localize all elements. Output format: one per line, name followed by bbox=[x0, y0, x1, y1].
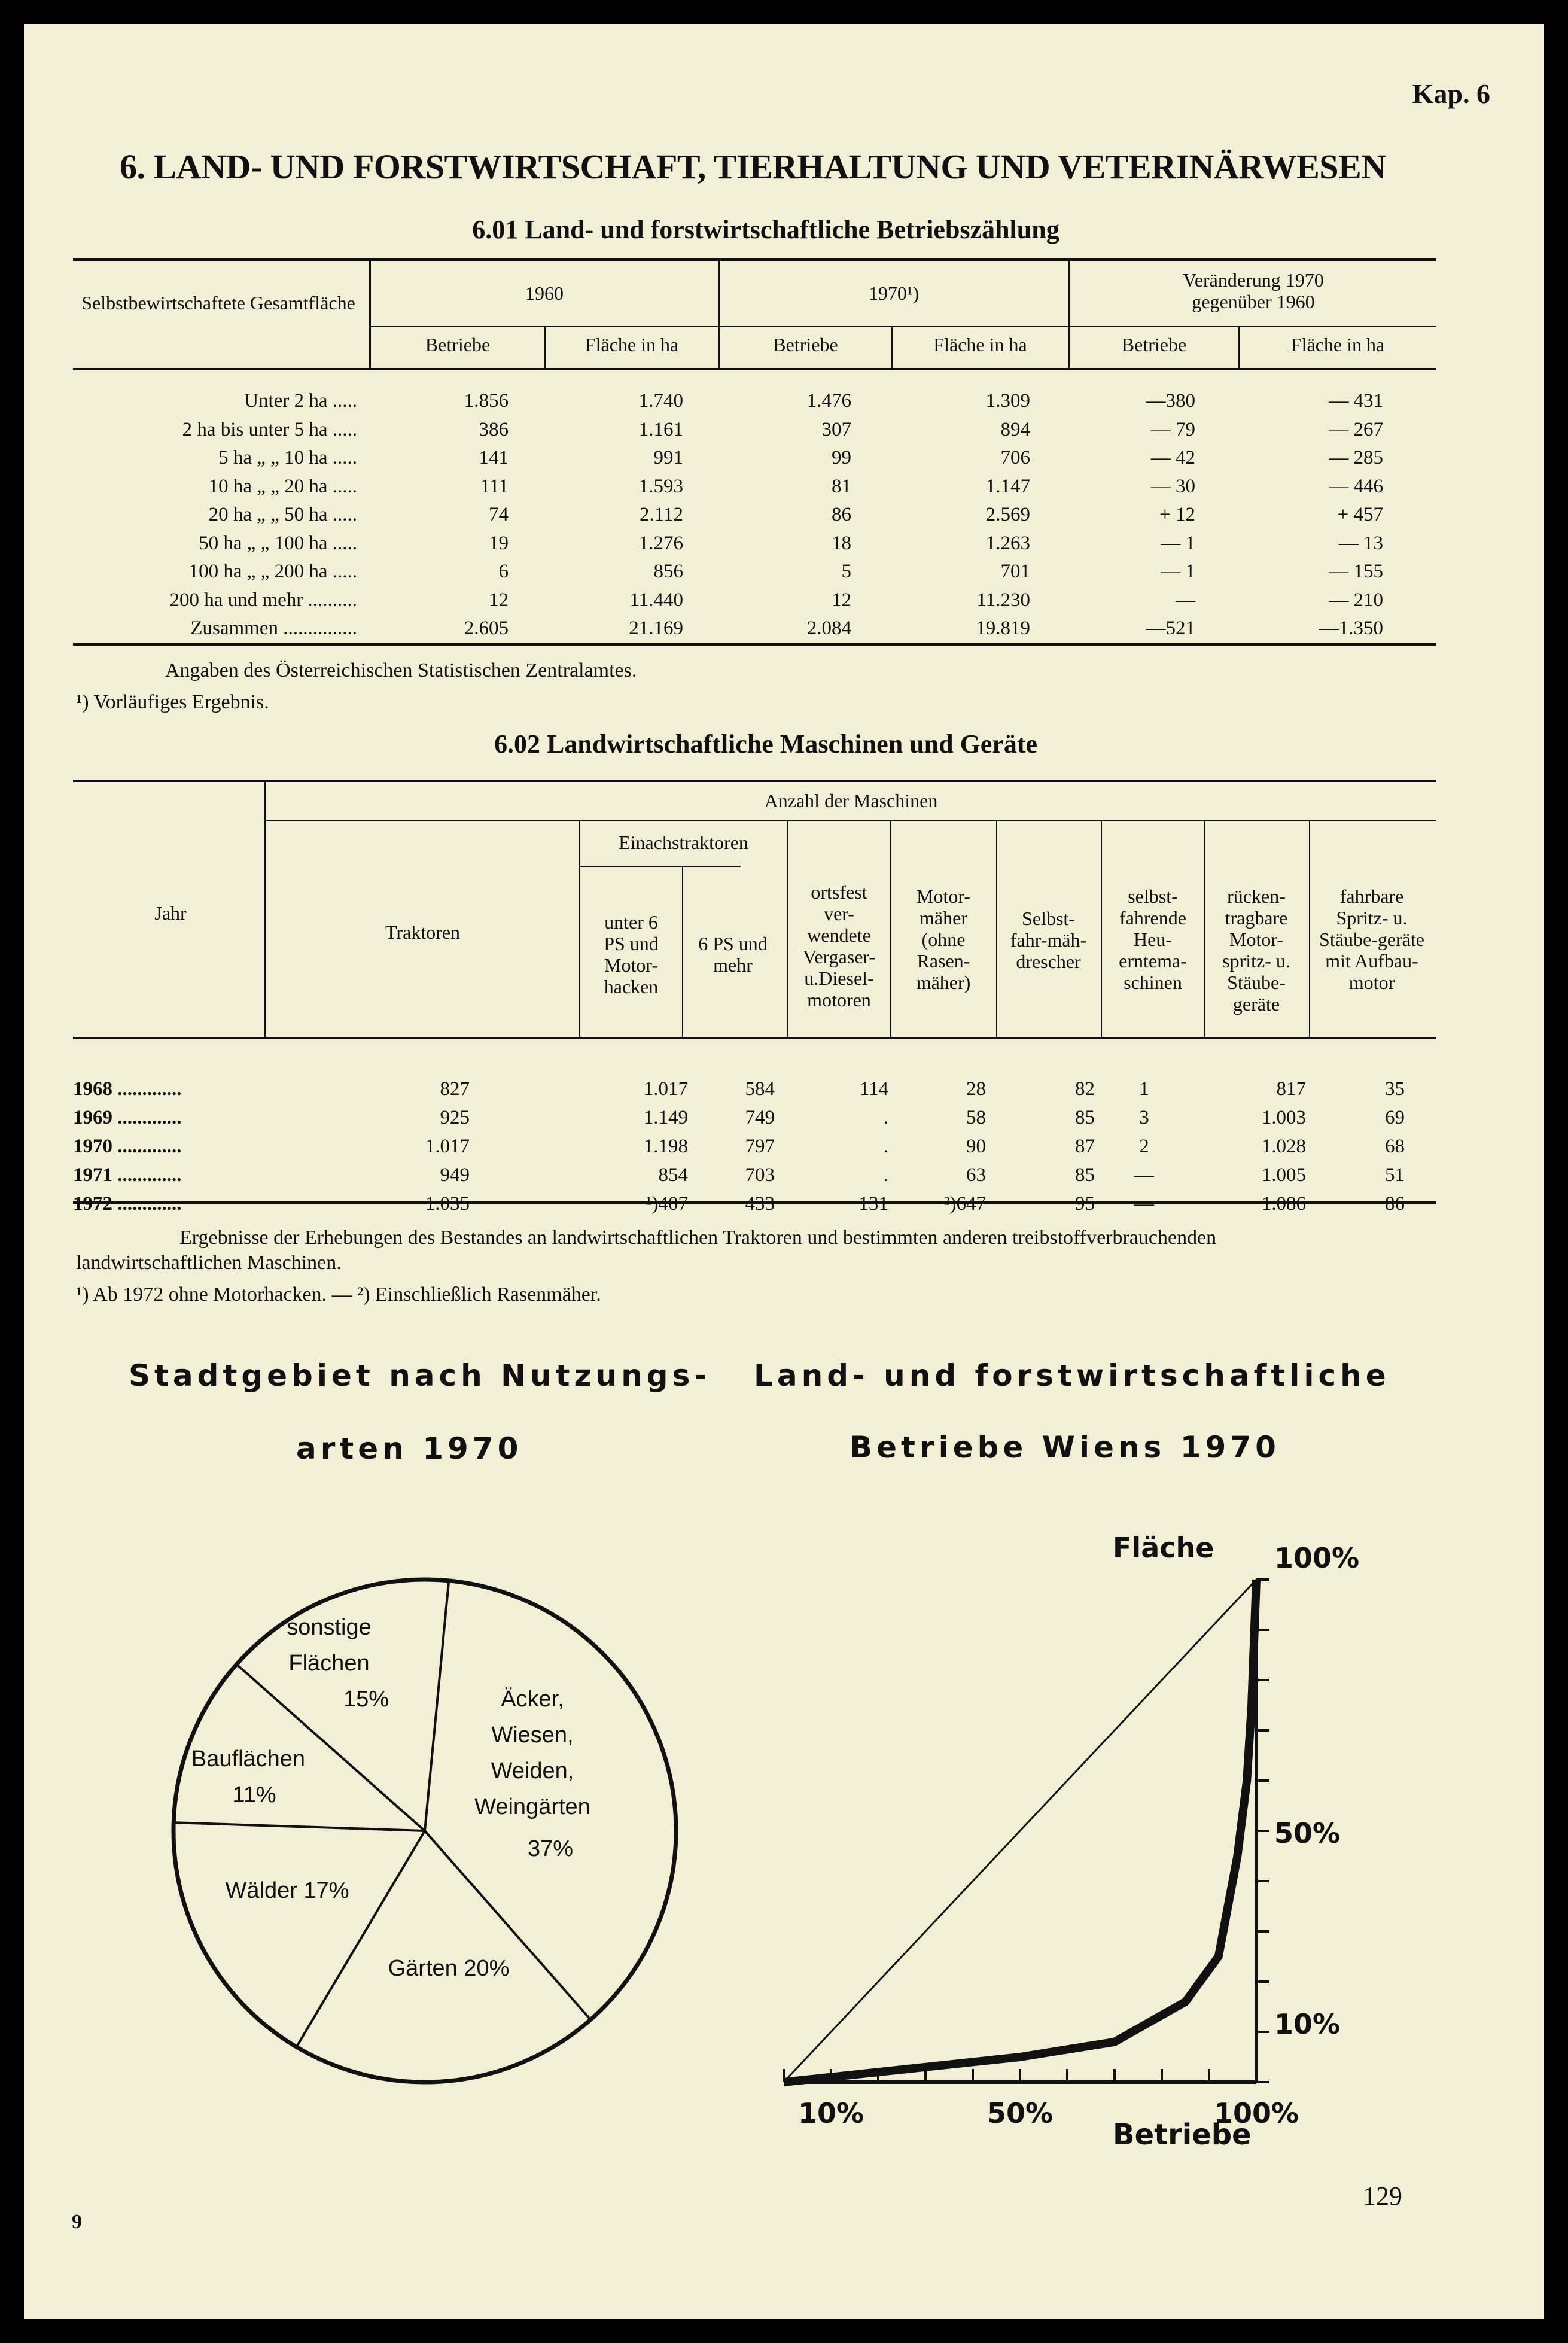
table1-cell-b70: 81 bbox=[832, 475, 851, 497]
page-number: 129 bbox=[1363, 2181, 1402, 2211]
table2-cell-c1: 925 bbox=[440, 1107, 470, 1128]
table2-cell-c7: 3 bbox=[1139, 1107, 1149, 1128]
table1-cell-b70: 99 bbox=[832, 447, 851, 468]
table1-cell-f70: 894 bbox=[1000, 418, 1030, 440]
table1-cell-df: — 210 bbox=[1329, 589, 1383, 611]
table2-cell-c2: 854 bbox=[658, 1164, 688, 1186]
table2-source-line1: Ergebnisse der Erhebungen des Bestandes an landwirtschaftlichen Traktoren und bestimmten anderen treibstoffverbrauchenden bbox=[179, 1227, 1217, 1249]
table1-year-1960-header: 1960 bbox=[525, 282, 564, 304]
table1-cell-f70: 701 bbox=[1000, 561, 1030, 582]
table2-footnote: ¹) Ab 1972 ohne Motorhacken. — ²) Einschließlich Rasenmäher. bbox=[76, 1283, 601, 1306]
table1-cell-b60: 19 bbox=[489, 532, 509, 554]
pie-label-aecker-pct: 37% bbox=[527, 1836, 574, 1861]
table2-cell-c3: 797 bbox=[745, 1136, 775, 1157]
pie-label-aecker-line: Äcker, bbox=[501, 1687, 564, 1712]
table2-cell-c1: 949 bbox=[440, 1164, 470, 1186]
table2-cell-c6: 85 bbox=[1075, 1107, 1095, 1128]
table2-cell-c4: 131 bbox=[858, 1193, 888, 1215]
table1-row-label: 200 ha und mehr .......... bbox=[169, 589, 357, 611]
table1-flaeche-1970: Fläche in ha bbox=[933, 334, 1027, 355]
table2-cell-c3: 433 bbox=[745, 1193, 775, 1215]
pie-label-aecker-line: Weingärten bbox=[474, 1794, 590, 1819]
table1-cell-db: — 1 bbox=[1161, 532, 1195, 554]
pie-chart-title-line1: Stadtgebiet nach Nutzungs- bbox=[129, 1358, 711, 1393]
table1-row-label: 10 ha „ „ 20 ha ..... bbox=[208, 475, 357, 497]
table1-cell-b60: 1.856 bbox=[464, 390, 509, 412]
y-tick-label: 100% bbox=[1274, 1542, 1360, 1574]
table1-cell-df: — 446 bbox=[1329, 475, 1383, 497]
table2-cell-c5: 90 bbox=[966, 1136, 986, 1157]
table2-ruecken-header: rücken-tragbare Motor-spritz- u. Stäube-geräte bbox=[1222, 886, 1290, 1015]
table2-cell-c5: 28 bbox=[966, 1078, 986, 1100]
table2-cell-c1: 827 bbox=[440, 1078, 470, 1100]
x-tick-label: 10% bbox=[797, 2097, 864, 2129]
pie-label-sonstige-full bbox=[269, 1609, 389, 1717]
pie-label-sonstige-full-line: sonstige bbox=[287, 1615, 372, 1640]
table1-cell-f70: 1.263 bbox=[985, 532, 1030, 554]
table2-ortsfest-header: ortsfest ver-wendete Vergaser-u.Diesel-motoren bbox=[802, 881, 876, 1011]
table2-cell-c3: 703 bbox=[745, 1164, 775, 1186]
y-tick-label: 10% bbox=[1274, 2008, 1341, 2041]
table2-cell-c8: 1.003 bbox=[1261, 1107, 1306, 1128]
pie-slice-boundary bbox=[173, 1822, 425, 1831]
table1-cell-b70: 307 bbox=[821, 418, 851, 440]
table2-cell-c1: 1.017 bbox=[425, 1136, 470, 1157]
table1-cell-f70: 2.569 bbox=[985, 504, 1030, 525]
line-chart-title-line2: Betriebe Wiens 1970 bbox=[850, 1430, 1280, 1465]
table1-cell-df: — 267 bbox=[1329, 418, 1383, 440]
table2-cell-c7: 1 bbox=[1139, 1078, 1149, 1100]
table2-cell-c4: . bbox=[883, 1107, 888, 1128]
table1-cell-b70: 12 bbox=[832, 589, 851, 611]
table2-motormaeher-header: Motor-mäher (ohne Rasen-mäher) bbox=[916, 886, 971, 993]
pie-label-bauflaechen-line: 11% bbox=[232, 1782, 276, 1808]
pie-label-gaerten bbox=[353, 1951, 544, 1986]
line-chart-title-line1: Land- und forstwirtschaftliche bbox=[754, 1358, 1390, 1393]
table2-cell-c8: 1.086 bbox=[1261, 1193, 1306, 1215]
table2-cell-c9: 35 bbox=[1385, 1078, 1405, 1100]
table1-cell-df: — 431 bbox=[1329, 390, 1383, 412]
table1-cell-db: — 1 bbox=[1161, 561, 1195, 582]
table2-cell-c9: 68 bbox=[1385, 1136, 1405, 1157]
table1-cell-b60: 386 bbox=[479, 418, 509, 440]
table1-cell-df: + 457 bbox=[1337, 504, 1383, 525]
table2-cell-c2: 1.017 bbox=[643, 1078, 688, 1100]
x-axis-label: Betriebe bbox=[1113, 2118, 1252, 2152]
pie-chart bbox=[144, 1538, 718, 2112]
table1-cell-df: —1.350 bbox=[1319, 617, 1383, 639]
table2-title: 6.02 Landwirtschaftliche Maschinen und Geräte bbox=[494, 729, 1038, 759]
table2-cell-c6: 85 bbox=[1075, 1164, 1095, 1186]
table2-cell-c4: . bbox=[883, 1136, 888, 1157]
document-page bbox=[24, 24, 1544, 2319]
table1-row-label: 20 ha „ „ 50 ha ..... bbox=[208, 504, 357, 525]
pie-label-waelder-line: Wälder 17% bbox=[225, 1878, 349, 1903]
table1-cell-db: + 12 bbox=[1159, 504, 1195, 525]
table2-unter6ps-header: unter 6 PS und Motor-hacken bbox=[604, 911, 659, 997]
y-axis-label: Fläche bbox=[1113, 1532, 1214, 1564]
table1-cell-b70: 2.084 bbox=[806, 617, 851, 639]
table1-cell-db: — bbox=[1176, 589, 1195, 611]
table2-cell-c7: 2 bbox=[1139, 1136, 1149, 1157]
table1-row-label: 5 ha „ „ 10 ha ..... bbox=[218, 447, 357, 468]
pie-label-bauflaechen bbox=[173, 1741, 323, 1813]
table2-cell-c8: 817 bbox=[1276, 1078, 1306, 1100]
table2-cell-c6: 95 bbox=[1075, 1193, 1095, 1215]
table2-cell-c9: 51 bbox=[1385, 1164, 1405, 1186]
pie-label-aecker-line: Weiden, bbox=[491, 1758, 574, 1784]
table1-row-label: 100 ha „ „ 200 ha ..... bbox=[188, 561, 357, 582]
table1-cell-f60: 1.593 bbox=[638, 475, 683, 497]
table1-cell-b60: 111 bbox=[480, 475, 509, 497]
table2-cell-c6: 82 bbox=[1075, 1078, 1095, 1100]
table2-row-year: 1968 ............. bbox=[73, 1078, 182, 1100]
table1-source: Angaben des Österreichischen Statistischen Zentralamtes. bbox=[165, 659, 637, 681]
pie-label-aecker bbox=[443, 1681, 622, 1825]
table1-cell-f60: 856 bbox=[653, 561, 683, 582]
table2-traktoren-header: Traktoren bbox=[385, 921, 461, 943]
table2-cell-c8: 1.028 bbox=[1261, 1136, 1306, 1157]
table1-cell-db: —521 bbox=[1146, 617, 1195, 639]
pie-label-aecker-line: Wiesen, bbox=[491, 1723, 574, 1748]
table1-cell-b60: 2.605 bbox=[464, 617, 509, 639]
table1-row-label: 50 ha „ „ 100 ha ..... bbox=[199, 532, 357, 554]
pie-label-sonstige-full-line: Flächen bbox=[288, 1651, 370, 1676]
table1-cell-f60: 2.112 bbox=[639, 504, 683, 525]
table1-betriebe-change: Betriebe bbox=[1121, 334, 1187, 355]
table1-cell-f60: 1.161 bbox=[638, 418, 683, 440]
table1-cell-db: — 42 bbox=[1150, 447, 1195, 468]
table1-cell-db: — 79 bbox=[1150, 418, 1195, 440]
table1-cell-f70: 19.819 bbox=[976, 617, 1030, 639]
table1-cell-b60: 74 bbox=[489, 504, 509, 525]
table1-cell-df: — 285 bbox=[1329, 447, 1383, 468]
table1-cell-db: —380 bbox=[1146, 390, 1195, 412]
table1-cell-b70: 1.476 bbox=[806, 390, 851, 412]
table2-cell-c1: 1.035 bbox=[425, 1193, 470, 1215]
lorenz-chart bbox=[718, 1520, 1496, 2190]
table1-cell-f70: 706 bbox=[1000, 447, 1030, 468]
table2-cell-c9: 86 bbox=[1385, 1193, 1405, 1215]
table1-cell-b70: 5 bbox=[841, 561, 851, 582]
table1-flaeche-change: Fläche in ha bbox=[1290, 334, 1385, 355]
table1-cell-db: — 30 bbox=[1150, 475, 1195, 497]
table2-6ps-header: 6 PS und mehr bbox=[698, 933, 768, 976]
equality-line bbox=[784, 1580, 1256, 2082]
x-tick-label: 100% bbox=[1213, 2097, 1299, 2129]
table2-source-line2: landwirtschaftlichen Maschinen. bbox=[76, 1252, 342, 1274]
table1-cell-f60: 1.740 bbox=[638, 390, 683, 412]
table2-cell-c2: 1.149 bbox=[643, 1107, 688, 1128]
table1-cell-df: — 155 bbox=[1329, 561, 1383, 582]
table2-cell-c6: 87 bbox=[1075, 1136, 1095, 1157]
table1-row-label: 2 ha bis unter 5 ha ..... bbox=[182, 418, 357, 440]
table1-row-label: Zusammen ............... bbox=[190, 617, 357, 639]
table1-cell-f60: 21.169 bbox=[629, 617, 683, 639]
table2-cell-c9: 69 bbox=[1385, 1107, 1405, 1128]
x-tick-label: 50% bbox=[987, 2097, 1054, 2129]
pie-slice-boundary bbox=[297, 1831, 425, 2047]
y-tick-label: 50% bbox=[1274, 1817, 1341, 1849]
table1-betriebe-1970: Betriebe bbox=[773, 334, 838, 355]
table1-cell-f70: 11.230 bbox=[976, 589, 1030, 611]
pie-label-bauflaechen-line: Bauflächen bbox=[191, 1746, 306, 1772]
table1-cell-b60: 141 bbox=[479, 447, 509, 468]
table1-cell-f60: 991 bbox=[653, 447, 683, 468]
table2-cell-c7: — bbox=[1134, 1193, 1154, 1215]
table1-cell-b70: 86 bbox=[832, 504, 851, 525]
table2-cell-c7: — bbox=[1134, 1164, 1154, 1186]
table1-footnote: ¹) Vorläufiges Ergebnis. bbox=[76, 691, 269, 713]
table1-cell-f70: 1.147 bbox=[985, 475, 1030, 497]
sheet-number: 9 bbox=[72, 2211, 82, 2233]
table1-cell-f60: 1.276 bbox=[638, 532, 683, 554]
table1-year-1970-header: 1970¹) bbox=[868, 282, 920, 304]
table1-cell-b60: 6 bbox=[498, 561, 509, 582]
table2-selbstfahr-header: Selbst-fahr-mäh-drescher bbox=[1010, 908, 1087, 972]
table2-fahrbare-header: fahrbare Spritz- u. Stäube-geräte mit Aufbau-motor bbox=[1319, 886, 1424, 993]
table2-heu-header: selbst-fahrende Heu-erntema-schinen bbox=[1119, 886, 1187, 993]
table1-title: 6.01 Land- und forstwirtschaftliche Betriebszählung bbox=[472, 215, 1059, 244]
table2-cell-c5: ²)647 bbox=[943, 1193, 986, 1215]
table2-row-year: 1972 ............. bbox=[73, 1193, 182, 1215]
table1-col-area-header: Selbstbewirtschaftete Gesamtfläche bbox=[81, 292, 355, 314]
table2-cell-c5: 63 bbox=[966, 1164, 986, 1186]
table2-cell-c4: . bbox=[883, 1164, 888, 1186]
pie-label-waelder bbox=[191, 1873, 383, 1909]
table2-cell-c2: 1.198 bbox=[643, 1136, 688, 1157]
table2-cell-c3: 584 bbox=[745, 1078, 775, 1100]
table2-cell-c4: 114 bbox=[859, 1078, 888, 1100]
table1-cell-b60: 12 bbox=[489, 589, 509, 611]
table2-row-year: 1971 ............. bbox=[73, 1164, 182, 1186]
table2-cell-c5: 58 bbox=[966, 1107, 986, 1128]
table2-row-year: 1970 ............. bbox=[73, 1136, 182, 1157]
table1-betriebe-1960: Betriebe bbox=[425, 334, 491, 355]
table1-cell-f60: 11.440 bbox=[629, 589, 683, 611]
table2-jahr-header: Jahr bbox=[154, 902, 187, 924]
chapter-marker: Kap. 6 bbox=[1412, 78, 1490, 109]
table1-cell-b70: 18 bbox=[832, 532, 851, 554]
table1-cell-df: — 13 bbox=[1338, 532, 1383, 554]
table1-row-label: Unter 2 ha ..... bbox=[244, 390, 357, 412]
table2-cell-c8: 1.005 bbox=[1261, 1164, 1306, 1186]
table1-change-header: Veränderung 1970 gegenüber 1960 bbox=[1183, 269, 1324, 312]
pie-chart-title-line2: arten 1970 bbox=[296, 1431, 523, 1466]
table2-einachs-header: Einachstraktoren bbox=[619, 832, 748, 853]
chapter-title: 6. LAND- UND FORSTWIRTSCHAFT, TIERHALTUNG UND VETERINÄRWESEN bbox=[120, 147, 1386, 186]
pie-label-gaerten-line: Gärten 20% bbox=[388, 1956, 510, 1981]
table2-cell-c3: 749 bbox=[745, 1107, 775, 1128]
table1-cell-f70: 1.309 bbox=[985, 390, 1030, 412]
table1-flaeche-1960: Fläche in ha bbox=[584, 334, 679, 355]
pie-label-sonstige-full-line: 15% bbox=[343, 1687, 389, 1712]
table2-row-year: 1969 ............. bbox=[73, 1107, 182, 1128]
table2-anzahl-header: Anzahl der Maschinen bbox=[764, 790, 938, 811]
table2-cell-c2: ¹)407 bbox=[646, 1193, 688, 1215]
